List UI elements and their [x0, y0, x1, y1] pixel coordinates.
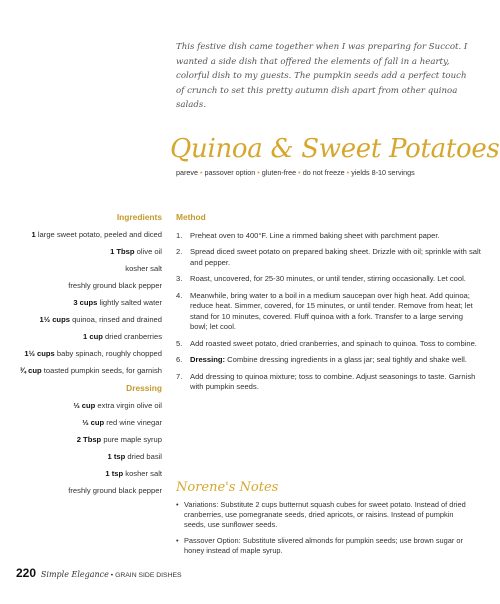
method-step	[176, 247, 481, 268]
ingredient-item	[16, 349, 162, 359]
method-step	[176, 291, 481, 333]
dressing-qty: 2 Tbsp	[76, 435, 102, 444]
note-item	[176, 536, 476, 556]
tag-passover: passover option	[204, 168, 256, 177]
footer-separator: •	[110, 572, 114, 579]
ingredient-text: dried cranberries	[105, 332, 162, 341]
tag-separator: •	[199, 168, 203, 177]
ingredient-item	[16, 281, 162, 291]
tag-separator: •	[298, 168, 301, 177]
tag-freeze: do not freeze	[302, 168, 345, 177]
note-text: Variations: Substitute 2 cups butternut squash cubes for sweet potato. Instead of dried cranberries, use pomegranate seeds, dried apricots, or raisins. Instead of pumpkin seeds, use sunflower seeds.	[184, 500, 466, 530]
dressing-text: freshly ground black pepper	[68, 486, 162, 495]
tag-gluten-free: gluten-free	[261, 168, 297, 177]
ingredient-text: lightly salted water	[99, 298, 162, 307]
step-text: Meanwhile, bring water to a boil in a medium saucepan over high heat. Add quinoa; reduce heat. Simmer, covered, for 15 minutes, or until tender. Remove from heat; let stand for 10 minutes, covered. Fluff quinoa with a fork. Transfer to a large serving bowl; let cool.	[190, 290, 473, 331]
book-title: Simple Elegance	[40, 570, 109, 579]
tag-yield: yields 8-10 servings	[351, 168, 415, 177]
dressing-item	[16, 435, 162, 445]
tag-separator: •	[346, 168, 350, 177]
step-text: Preheat oven to 400°F. Line a rimmed baking sheet with parchment paper.	[190, 230, 440, 240]
method-step	[176, 339, 481, 350]
method-heading: Method	[176, 212, 206, 222]
ingredient-text: large sweet potato, peeled and diced	[37, 230, 162, 239]
ingredient-item	[16, 332, 162, 342]
note-text: Passover Option: Substitute slivered almonds for pumpkin seeds; use brown sugar or honey instead of maple syrup.	[184, 535, 463, 555]
dressing-text: red wine vinegar	[106, 418, 162, 427]
dressing-text: extra virgin olive oil	[97, 401, 162, 410]
dressing-item	[16, 418, 162, 428]
dressing-qty: 1 tsp	[105, 469, 124, 478]
dressing-qty: 1 tsp	[107, 452, 126, 461]
step-text: Combine dressing ingredients in a glass jar; seal tightly and shake well.	[227, 355, 467, 364]
ingredient-qty: 1	[31, 230, 36, 239]
method-step	[176, 274, 481, 285]
dressing-item	[16, 401, 162, 411]
page-footer	[16, 566, 182, 580]
ingredient-qty: 1½ cups	[24, 349, 55, 358]
ingredient-item	[16, 315, 162, 325]
method-steps	[176, 231, 481, 393]
ingredient-item	[16, 264, 162, 274]
ingredient-text: kosher salt	[125, 264, 162, 273]
step-text: Roast, uncovered, for 25-30 minutes, or until tender, stirring occasionally. Let cool.	[190, 274, 466, 283]
ingredient-qty: 1 Tbsp	[110, 247, 135, 256]
recipe-tags	[176, 168, 415, 177]
step-number: 1.	[176, 230, 183, 240]
step-text: Add dressing to quinoa mixture; toss to combine. Adjust seasonings to taste. Garnish with pumpkin seeds.	[190, 371, 476, 391]
notes-heading: Norene's Notes	[176, 480, 279, 495]
ingredients-column	[16, 212, 162, 503]
ingredient-item	[16, 247, 162, 257]
method-step	[176, 372, 481, 393]
dressing-item	[16, 452, 162, 462]
ingredient-text: baby spinach, roughly chopped	[56, 349, 162, 358]
notes-list	[176, 500, 476, 556]
dressing-qty: ⅓ cup	[82, 418, 105, 427]
ingredient-text: toasted pumpkin seeds, for garnish	[43, 366, 162, 375]
ingredient-text: freshly ground black pepper	[68, 281, 162, 290]
bullet-icon: •	[176, 500, 179, 509]
ingredient-text: quinoa, rinsed and drained	[72, 315, 162, 324]
bullet-icon: •	[176, 535, 179, 545]
dressing-text: kosher salt	[125, 469, 162, 478]
step-number: 2.	[176, 247, 183, 256]
ingredient-qty: ¾ cup	[19, 366, 42, 375]
ingredient-item	[16, 298, 162, 308]
dressing-text: dried basil	[127, 452, 162, 461]
page-number: 220	[16, 566, 37, 580]
dressing-text: pure maple syrup	[103, 435, 162, 444]
tag-pareve: pareve	[176, 168, 198, 177]
dressing-item	[16, 469, 162, 479]
method-step	[176, 355, 481, 366]
intro-paragraph: This festive dish came together when I was preparing for Succot. I wanted a side dish that offered the elements of fall in a hearty, colorful dish to my guests. The pumpkin seeds add a perfect touch of crunch to set this pretty autumn dish apart from other quinoa salads.	[176, 42, 468, 110]
step-number: 7.	[176, 371, 183, 381]
ingredient-qty: 1½ cups	[39, 315, 70, 324]
section-name: GRAIN SIDE DISHES	[115, 572, 182, 579]
method-step	[176, 231, 481, 242]
ingredient-item	[16, 230, 162, 240]
ingredients-heading: Ingredients	[116, 212, 162, 222]
step-text: Add roasted sweet potato, dried cranberries, and spinach to quinoa. Toss to combine.	[190, 338, 477, 348]
step-number: 3.	[176, 274, 183, 283]
ingredient-qty: 3 cups	[73, 298, 98, 307]
dressing-heading: Dressing	[126, 383, 162, 393]
tag-separator: •	[257, 168, 260, 177]
step-number: 6.	[176, 355, 183, 364]
method-column	[176, 212, 481, 399]
step-number: 5.	[176, 338, 183, 348]
dressing-qty: ⅓ cup	[73, 401, 96, 410]
ingredient-text: olive oil	[136, 247, 162, 256]
recipe-title: Quinoa & Sweet Potatoes	[170, 134, 500, 164]
ingredient-qty: 1 cup	[83, 332, 103, 341]
step-text: Spread diced sweet potato on prepared baking sheet. Drizzle with oil; sprinkle with salt and pepper.	[190, 247, 481, 267]
step-number: 4.	[176, 290, 183, 300]
step-bold-label: Dressing:	[190, 355, 226, 364]
notes-section	[176, 500, 476, 561]
ingredient-item	[16, 366, 162, 376]
note-item	[176, 500, 476, 531]
dressing-item	[16, 486, 162, 496]
